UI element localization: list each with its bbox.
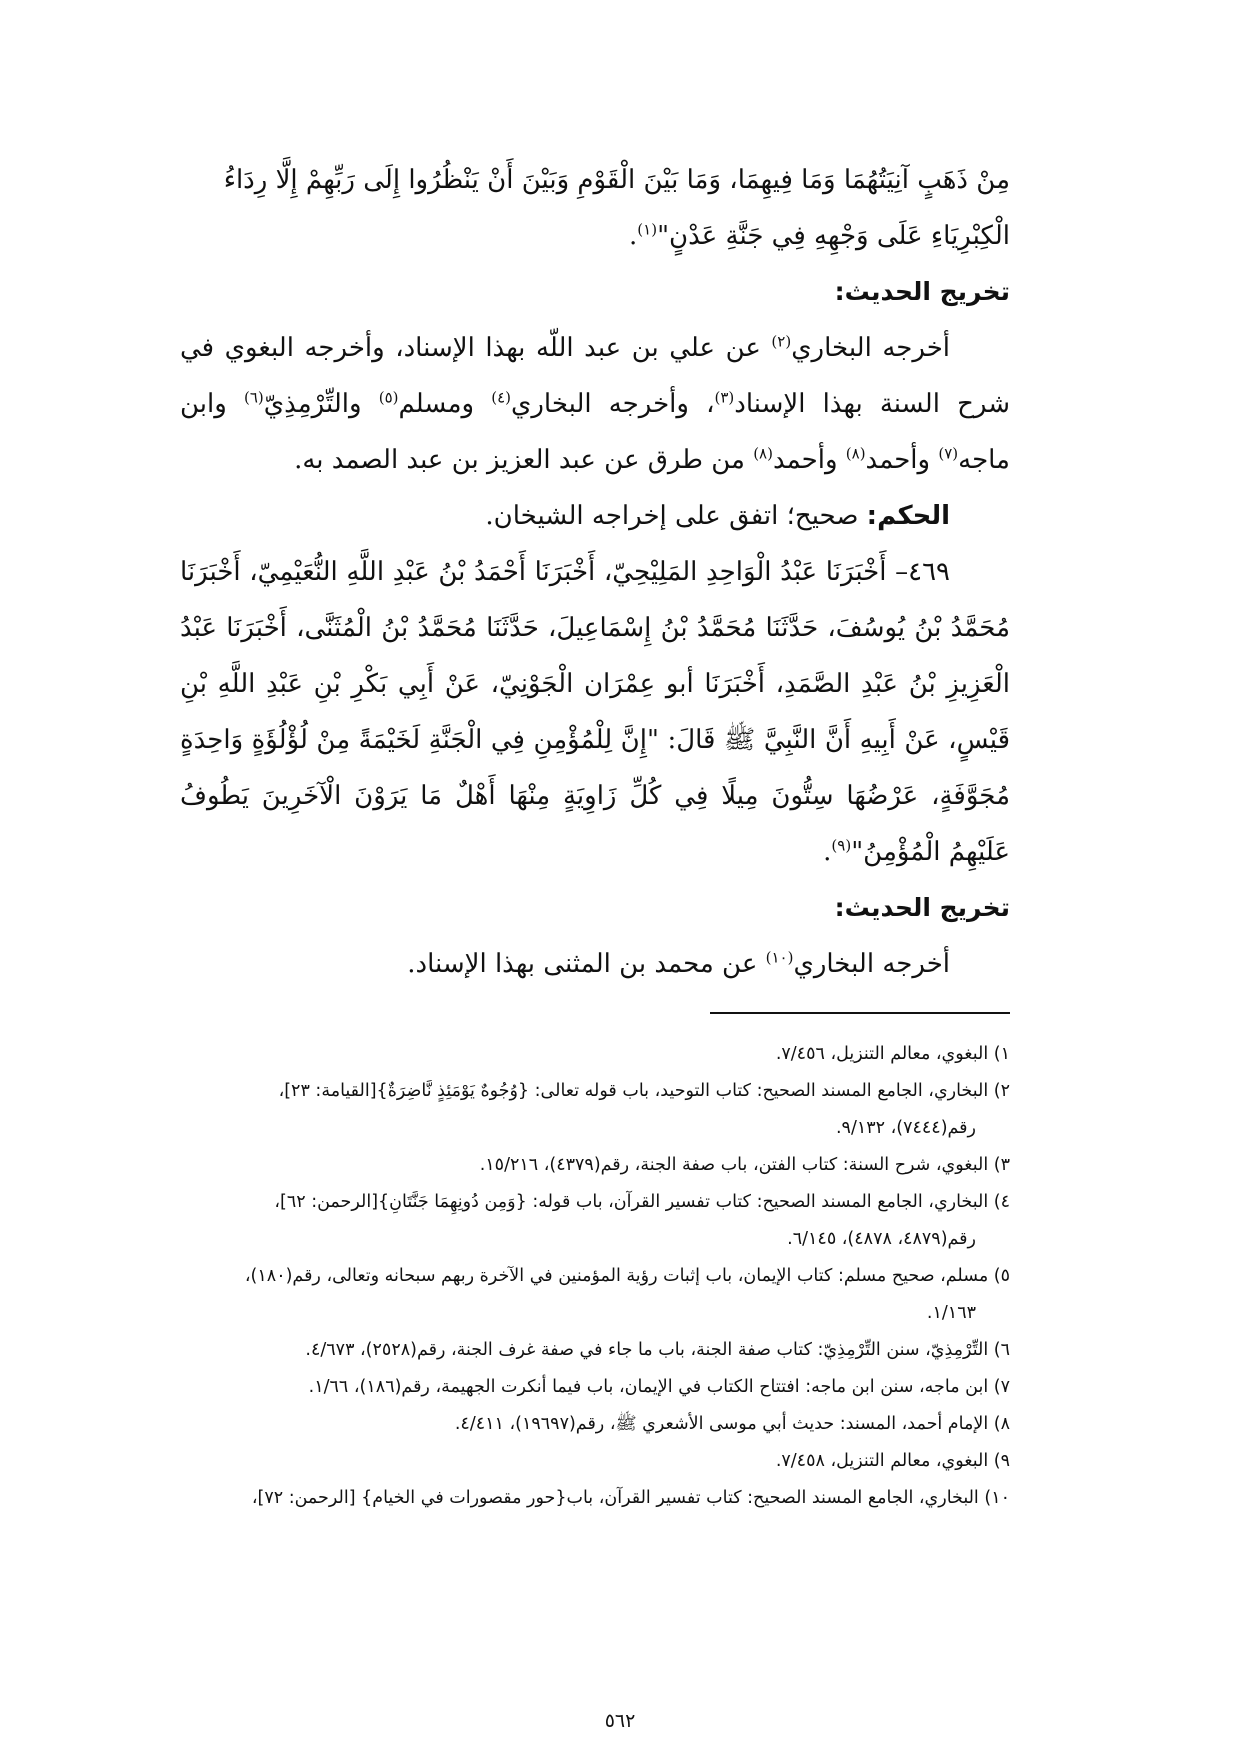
takhrij-paragraph: أخرجه البخاري$^{(٢)}$ عن علي بن عبد اللّه بهذا الإسناد، وأخرجه البغوي في شرح السنة بهذا الإسناد$^{(٣)}$، وأخرجه البخاري$^{(٤)}$ ومسلم$^{(٥)}$ والتِّرْمِذِيّ$^{(٦)}$ وابن ماجه$^{(٧)}$ وأحمد$^{(٨)}$ وأحمد$^{(٨)}$ من طرق عن عبد العزيز بن عبد الصمد به. — [180, 332, 1010, 475]
hadith-continuation-line: مِنْ ذَهَبٍ آنِيَتُهُمَا وَمَا فِيهِمَا، وَمَا بَيْنَ الْقَوْمِ وَبَيْنَ أَنْ يَنْظُرُوا إِلَى رَبِّهِمْ إِلَّا رِدَاءُ — [223, 165, 1010, 195]
footnote-ref: (٤) — [491, 388, 511, 407]
footnote-2: ٢) البخاري، الجامع المسند الصحيح: كتاب التوحيد، باب قوله تعالى: {وُجُوهٌ يَوْمَئِذٍ نَّاضِرَةٌ}[القيامة: ٢٣]، — [278, 1081, 1010, 1101]
takhrij-heading: تخريج الحديث: — [834, 277, 1010, 306]
footnote-4: ٤) البخاري، الجامع المسند الصحيح: كتاب تفسير القرآن، باب قوله: {وَمِن دُونِهِمَا جَنَّتَانِ}[الرحمن: ٦٢]، — [274, 1192, 1010, 1212]
footnote-ref: (٨) — [753, 444, 773, 463]
footnote-9: ٩) البغوي، معالم التنزيل، ٧/٤٥٨. — [775, 1451, 1010, 1471]
hadith-number: ٤٦٩– — [886, 557, 951, 587]
hukm-label: الحكم: — [866, 501, 950, 531]
footnote-7: ٧) ابن ماجه، سنن ابن ماجه: افتتاح الكتاب في الإيمان، باب فيما أنكرت الجهيمة، رقم(١٨٦)، ١/٦٦. — [308, 1377, 1010, 1397]
footnote-5: ٥) مسلم، صحيح مسلم: كتاب الإيمان، باب إثبات رؤية المؤمنين في الآخرة ربهم سبحانه وتعالى، رقم(١٨٠)، — [244, 1266, 1010, 1286]
footnote-ref: (٨) — [845, 444, 866, 463]
footnote-4-cont: رقم(٤٨٧٩، ٤٨٧٨)، ٦/١٤٥. — [787, 1229, 976, 1249]
footnote-2-cont: رقم(٧٤٤٤)، ٩/١٣٢. — [835, 1118, 976, 1138]
footnote-ref: (٧) — [938, 444, 959, 463]
footnote-separator — [710, 1012, 1010, 1014]
hadith-469: ٤٦٩– أَخْبَرَنَا عَبْدُ الْوَاحِدِ المَلِيْحِيّ، أَخْبَرَنَا أَحْمَدُ بْنُ عَبْدِ اللَّهِ النُّعَيْمِيّ، أَخْبَرَنَا مُحَمَّدُ بْنُ يُوسُفَ، حَدَّثَنَا مُحَمَّدُ بْنُ إِسْمَاعِيلَ، حَدَّثَنَا مُحَمَّدُ بْنُ الْمُثَنَّى، أَخْبَرَنَا عَبْدُ الْعَزِيزِ بْنُ عَبْدِ الصَّمَدِ، أَخْبَرَنَا أبو عِمْرَان الْجَوْنِيّ، عَنْ أَبِي بَكْرِ بْنِ عَبْدِ اللَّهِ بْنِ قَيْسٍ، عَنْ أَبِيهِ أَنَّ النَّبِيَّ ﷺ قَالَ: "إِنَّ لِلْمُؤْمِنِ فِي الْجَنَّةِ لَخَيْمَةً مِنْ لُؤْلُؤَةٍ وَاحِدَةٍ مُجَوَّفَةٍ، عَرْضُهَا سِتُّونَ مِيلًا فِي كُلِّ زَاوِيَةٍ مِنْهَا أَهْلٌ مَا يَرَوْنَ الْآخَرِينَ يَطُوفُ عَلَيْهِمُ الْمُؤْمِنُ"$^{(٩)}$. — [180, 557, 1011, 867]
footnote-ref: (١) — [637, 220, 658, 239]
footnote-3: ٣) البغوي، شرح السنة: كتاب الفتن، باب صفة الجنة، رقم(٤٣٧٩)، ١٥/٢١٦. — [479, 1155, 1010, 1175]
footnote-8: ٨) الإمام أحمد، المسند: حديث أبي موسى الأشعري ﷺ، رقم(١٩٦٩٧)، ٤/٤١١. — [454, 1414, 1010, 1434]
footnote-ref: (٢) — [771, 332, 792, 351]
footnote-5-cont: ١/١٦٣. — [926, 1303, 976, 1323]
takhrij-paragraph: أخرجه البخاري$^{(١٠)}$ عن محمد بن المثنى بهذا الإسناد. — [407, 948, 950, 979]
footnote-6: ٦) التِّرْمِذِيّ، سنن التِّرْمِذِيّ: كتاب صفة الجنة، باب ما جاء في صفة غرف الجنة، رقم(٢٥٢٨)، ٤/٦٧٣. — [305, 1340, 1010, 1360]
main-text — [180, 152, 1010, 992]
footnote-10: ١٠) البخاري، الجامع المسند الصحيح: كتاب تفسير القرآن، باب{حور مقصورات في الخيام} [الرحمن: ٧٢]، — [251, 1488, 1010, 1508]
footnote-ref: (١٠) — [765, 948, 794, 967]
hadith-continuation-end: الْكِبْرِيَاءِ عَلَى وَجْهِهِ فِي جَنَّةِ عَدْنٍ"$^{(١)}$. — [629, 220, 1010, 251]
footnotes — [180, 1036, 1010, 1517]
page-number: ٥٦٢ — [604, 1710, 636, 1732]
footnote-ref: (٣) — [714, 388, 735, 407]
footnote-ref: (٥) — [378, 388, 399, 407]
footnote-1: ١) البغوي، معالم التنزيل، ٧/٤٥٦. — [775, 1044, 1010, 1064]
footnote-ref: (٦) — [243, 388, 264, 407]
footnote-ref: (٩) — [831, 836, 852, 855]
takhrij-heading: تخريج الحديث: — [834, 893, 1010, 922]
hukm-line: الحكم: صحيح؛ اتفق على إخراجه الشيخان. — [485, 501, 950, 531]
